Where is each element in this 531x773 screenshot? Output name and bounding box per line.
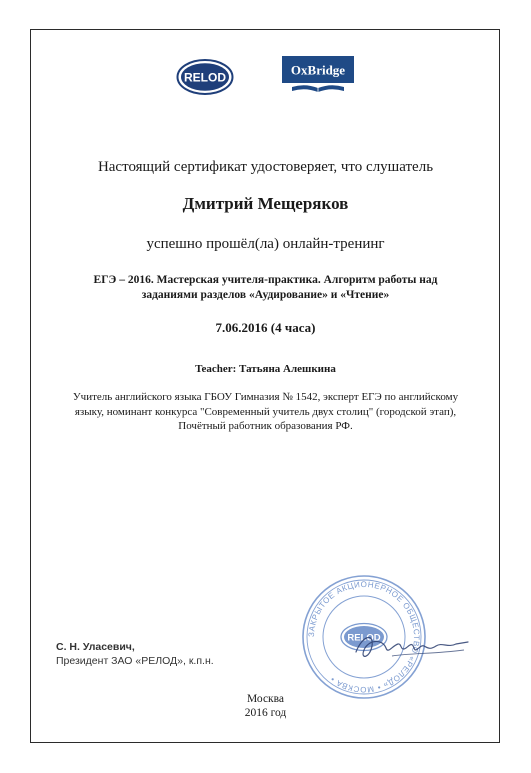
teacher-bio bbox=[0, 390, 531, 434]
signer-block bbox=[56, 640, 214, 668]
logos-row bbox=[0, 56, 531, 96]
stamp-center-text: RELOD bbox=[347, 632, 381, 644]
signature bbox=[352, 626, 472, 671]
stamp-ring-text: ЗАКРЫТОЕ АКЦИОНЕРНОЕ ОБЩЕСТВО «РЕЛОД» • МОСКВА • bbox=[306, 579, 422, 695]
teacher-name: Teacher: Татьяна Алешкина bbox=[195, 363, 336, 375]
recipient-name: Дмитрий Мещеряков bbox=[182, 194, 349, 213]
teacher-bio-line-3: Почётный работник образования РФ. bbox=[178, 420, 353, 432]
signer-title: Президент ЗАО «РЕЛОД», к.п.н. bbox=[56, 655, 214, 667]
footer-year: 2016 год bbox=[244, 707, 287, 719]
certificate-intro: Настоящий сертификат удостоверяет, что слушатель bbox=[97, 159, 434, 175]
teacher-bio-line-1: Учитель английского языка ГБОУ Гимназия № 1542, эксперт ЕГЭ по английскому bbox=[72, 391, 459, 403]
relod-logo-text: RELOD bbox=[184, 70, 226, 85]
course-title bbox=[0, 273, 531, 303]
oxbridge-logo-text: OxBridge bbox=[290, 62, 346, 78]
course-date: 7.06.2016 (4 часа) bbox=[215, 320, 316, 335]
teacher-bio-line-2: языку, номинант конкурса "Современный учитель двух столиц" (городской этап), bbox=[74, 405, 457, 418]
course-title-line-2: заданиями разделов «Аудирование» и «Чтение» bbox=[141, 289, 390, 301]
oxbridge-logo bbox=[282, 56, 354, 99]
footer-city: Москва bbox=[246, 693, 285, 705]
course-title-line-1: ЕГЭ – 2016. Мастерская учителя-практика. Алгоритм работы над bbox=[93, 274, 438, 286]
completion-text: успешно прошёл(ла) онлайн-тренинг bbox=[146, 236, 385, 252]
relod-logo bbox=[176, 58, 234, 101]
signer-name: С. Н. Уласевич, bbox=[56, 641, 135, 653]
footer-place-year bbox=[0, 692, 531, 720]
